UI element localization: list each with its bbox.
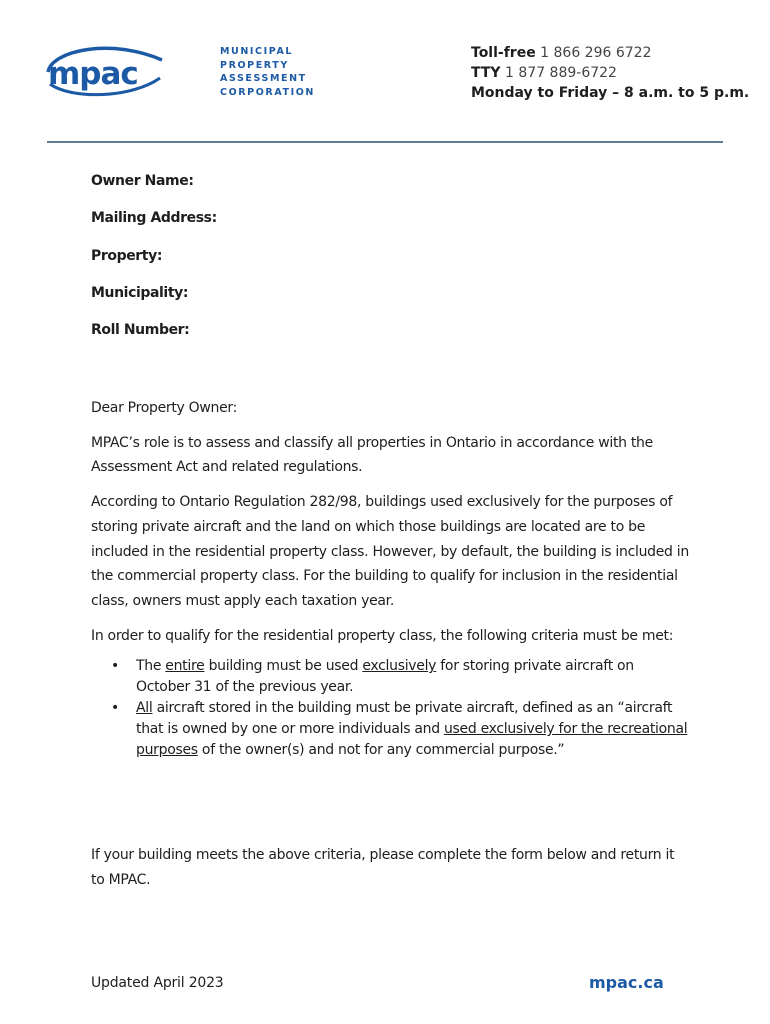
hours: Monday to Friday – 8 a.m. to 5 p.m. — [471, 85, 750, 101]
tollfree-label: Toll-free — [471, 45, 536, 61]
field-roll-number: Roll Number: — [91, 322, 190, 339]
field-mailing-address: Mailing Address: — [91, 210, 217, 227]
letterhead — [0, 0, 770, 145]
tty-label: TTY — [471, 65, 501, 81]
paragraph-criteria-intro: In order to qualify for the residential property class, the following criteria must be met: — [91, 627, 674, 644]
logo-text: mpac — [48, 56, 138, 92]
field-municipality: Municipality: — [91, 284, 189, 301]
field-property: Property: — [91, 247, 163, 264]
logo-line: MUNICIPAL — [220, 46, 294, 57]
tty-number: 1 877 889-6722 — [505, 65, 617, 81]
paragraph-role: MPAC’s role is to assess and classify all properties in Ontario in accordance with the Assessment Act and related regulations. — [91, 434, 653, 476]
emphasis-entire: entire — [165, 658, 205, 675]
owner-fields — [91, 172, 217, 358]
tty-line — [471, 63, 749, 83]
mpac-logo — [42, 42, 315, 102]
closing-paragraph: If your building meets the above criteria, please complete the form below and return it to MPAC. — [91, 847, 675, 888]
greeting: Dear Property Owner: — [91, 400, 238, 416]
hours-line — [471, 83, 749, 103]
list-item: • The entire building must be used exclusively for storing private aircraft on October 31 of the previous year. — [136, 656, 691, 698]
logo-line: ASSESSMENT — [220, 73, 307, 84]
list-item: • All aircraft stored in the building must be private aircraft, defined as an “aircraft that is owned by one or more individuals and used exclusively for the recreational purposes of the owner(s) and not for any commercial purpose.” — [136, 698, 691, 761]
contact-info — [471, 43, 749, 103]
letter-body — [91, 396, 691, 761]
emphasis-all: All — [136, 700, 153, 717]
website-link[interactable]: mpac.ca — [589, 973, 664, 992]
tollfree-line — [471, 43, 749, 63]
tollfree-number: 1 866 296 6722 — [540, 45, 652, 61]
emphasis-exclusively: exclusively — [362, 658, 437, 675]
logo-line: CORPORATION — [220, 86, 315, 98]
logo-line: PROPERTY — [220, 59, 289, 71]
paragraph-regulation: According to Ontario Regulation 282/98, buildings used exclusively for the purposes of storing private aircraft and the land on which those buildings are located are to be included in the residential property class. However, by default, the building is included in the commercial property class. For the building to qualify for inclusion in the residential class, owners must apply each taxation year. — [91, 494, 689, 609]
criteria-list — [91, 656, 691, 761]
emphasis-recreational: used exclusively for the recreational purposes — [136, 721, 688, 759]
header-divider — [47, 141, 723, 143]
updated-date: Updated April 2023 — [91, 975, 224, 991]
logo-wordmark — [220, 45, 315, 99]
field-owner-name: Owner Name: — [91, 173, 194, 189]
mpac-logo-icon — [42, 42, 167, 100]
